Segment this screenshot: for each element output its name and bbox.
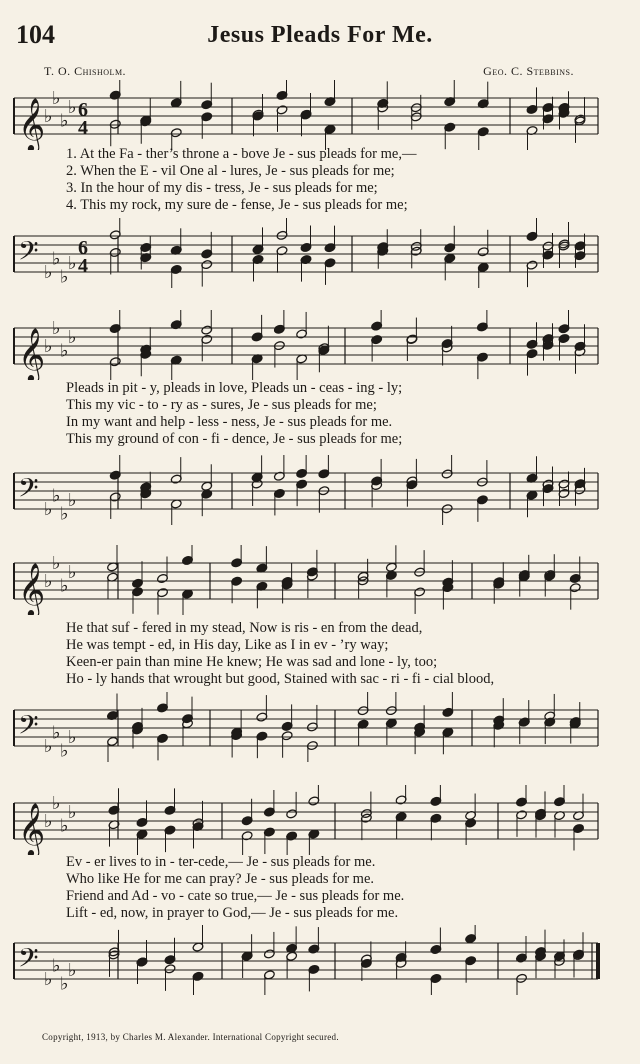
- svg-text:♭: ♭: [44, 736, 53, 757]
- svg-text:4: 4: [78, 117, 88, 139]
- verse-3-line-2: In my want and help - less - ness, Je - sus pleads for me.: [66, 414, 393, 430]
- svg-text:♭: ♭: [52, 793, 61, 814]
- bass-staff-1: [0, 218, 640, 288]
- svg-text:4: 4: [78, 255, 88, 277]
- verse-3-line-1: 3. In the hour of my dis - tress, Je - sus pleads for me;: [66, 180, 378, 196]
- svg-text:𝄢: 𝄢: [18, 235, 39, 273]
- treble-staff-1: [0, 80, 640, 150]
- bass-staff-4: [0, 925, 640, 995]
- verse-4-line-2: This my ground of con - fi - dence, Je - sus pleads for me;: [66, 431, 403, 447]
- verse-4-line-3: Ho - ly hands that wrought but good, Stained with sac - ri - fi - cial blood,: [66, 671, 495, 687]
- svg-text:♭: ♭: [52, 318, 61, 339]
- svg-text:𝄢: 𝄢: [18, 709, 39, 747]
- svg-text:6: 6: [78, 99, 88, 121]
- svg-text:♭: ♭: [60, 575, 69, 597]
- verse-2-line-1: 2. When the E - vil One al - lures, Je - sus pleads for me;: [66, 163, 395, 179]
- svg-text:♭: ♭: [68, 253, 77, 274]
- bass-staff-3: [0, 692, 640, 762]
- verse-4-line-1: 4. This my rock, my sure de - fense, Je - sus pleads for me;: [66, 197, 408, 213]
- svg-text:♭: ♭: [68, 490, 77, 511]
- lyricist-credit: T. O. Chisholm.: [44, 64, 127, 78]
- hymn-title: Jesus Pleads For Me.: [207, 22, 433, 48]
- svg-text:♭: ♭: [68, 97, 77, 118]
- svg-text:♭: ♭: [60, 815, 69, 837]
- svg-text:♭: ♭: [52, 248, 61, 270]
- hymn-number: 104: [16, 20, 55, 49]
- copyright-notice: Copyright, 1913, by Charles M. Alexander. International Copyright secured.: [42, 1032, 339, 1042]
- verse-1-line-3: He that suf - fered in my stead, Now is ris - en from the dead,: [66, 620, 423, 636]
- treble-staff-2: [0, 310, 640, 380]
- svg-text:♭: ♭: [52, 88, 61, 109]
- verse-1-line-2: Pleads in pit - y, pleads in love, Pleads un - ceas - ing - ly;: [66, 380, 403, 396]
- verse-1-line-4: Ev - er lives to in - ter-cede,— Je - sus pleads for me.: [66, 854, 376, 870]
- svg-text:♭: ♭: [44, 811, 53, 832]
- svg-text:♭: ♭: [68, 727, 77, 748]
- svg-text:♭: ♭: [68, 562, 77, 583]
- treble-staff-3: [0, 545, 640, 615]
- svg-text:♭: ♭: [52, 955, 61, 977]
- svg-text:♭: ♭: [60, 973, 69, 995]
- svg-text:♭: ♭: [68, 327, 77, 348]
- svg-text:♭: ♭: [60, 110, 69, 132]
- verse-1-line-1: 1. At the Fa - ther’s throne a - bove Je - sus pleads for me,—: [66, 146, 417, 162]
- bass-staff-2: [0, 455, 640, 525]
- verse-3-line-4: Friend and Ad - vo - cate so true,— Je - sus pleads for me.: [66, 888, 405, 904]
- svg-text:♭: ♭: [44, 499, 53, 520]
- svg-text:♭: ♭: [68, 802, 77, 823]
- svg-text:♭: ♭: [44, 969, 53, 990]
- svg-text:♭: ♭: [60, 740, 69, 762]
- verse-2-line-2: This my vic - to - ry as - sures, Je - sus pleads for me;: [66, 397, 377, 413]
- svg-text:𝄞: 𝄞: [18, 97, 46, 150]
- treble-staff-4: [0, 785, 640, 855]
- verse-2-line-3: He was tempt - ed, in His day, Like as I in ev - ’ry way;: [66, 637, 389, 653]
- svg-text:6: 6: [78, 237, 88, 259]
- svg-text:♭: ♭: [60, 266, 69, 288]
- svg-text:♭: ♭: [60, 503, 69, 525]
- svg-text:♭: ♭: [52, 485, 61, 507]
- composer-credit: Geo. C. Stebbins.: [483, 64, 574, 78]
- svg-text:♭: ♭: [52, 553, 61, 574]
- svg-text:𝄞: 𝄞: [18, 562, 46, 615]
- verse-2-line-4: Who like He for me can pray? Je - sus pleads for me.: [66, 871, 375, 887]
- svg-text:♭: ♭: [44, 336, 53, 357]
- svg-text:𝄞: 𝄞: [18, 327, 46, 380]
- svg-text:♭: ♭: [68, 960, 77, 981]
- svg-text:𝄢: 𝄢: [18, 472, 39, 510]
- svg-text:♭: ♭: [44, 262, 53, 283]
- svg-text:♭: ♭: [44, 106, 53, 127]
- svg-text:♭: ♭: [60, 340, 69, 362]
- svg-text:𝄢: 𝄢: [18, 942, 39, 980]
- svg-text:♭: ♭: [44, 571, 53, 592]
- svg-text:♭: ♭: [52, 722, 61, 744]
- verse-3-line-3: Keen-er pain than mine He knew; He was sad and lone - ly, too;: [66, 654, 438, 670]
- svg-text:𝄞: 𝄞: [18, 802, 46, 855]
- verse-4-line-4: Lift - ed, now, in prayer to God,— Je - sus pleads for me.: [66, 905, 399, 921]
